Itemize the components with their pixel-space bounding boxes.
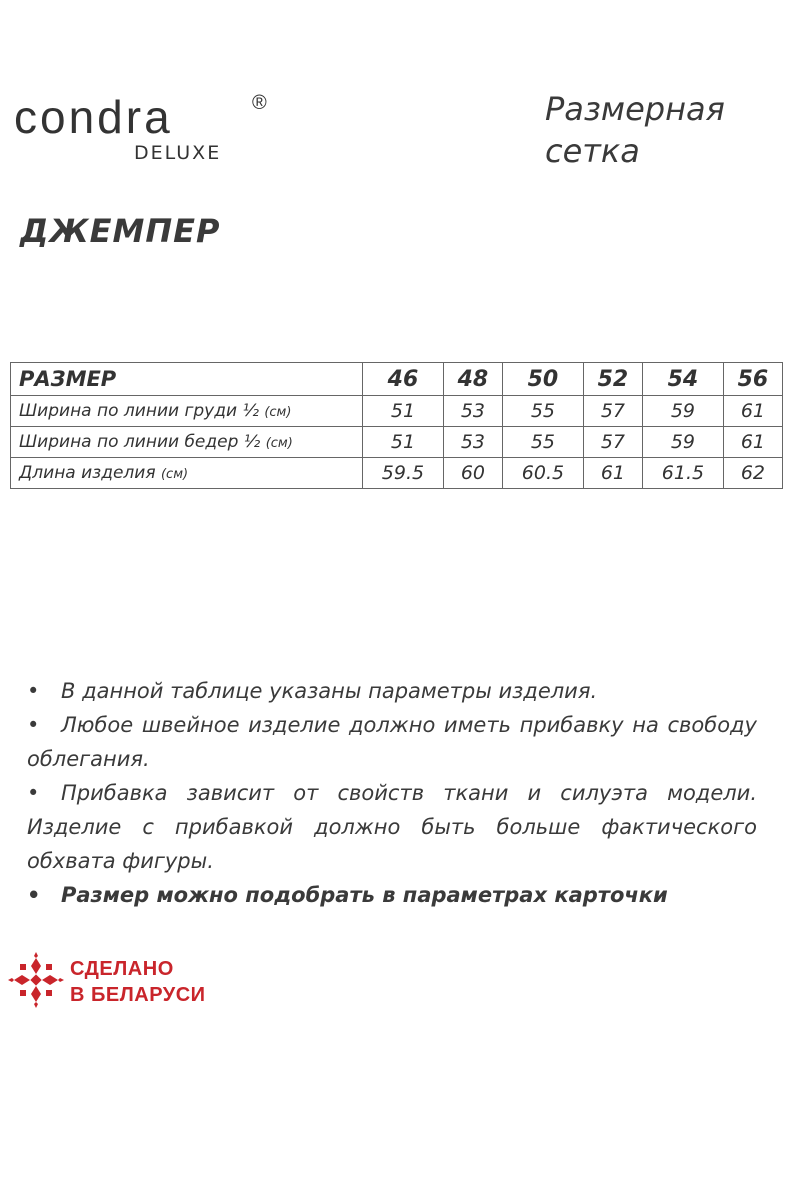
product-title: ДЖЕМПЕР	[20, 212, 221, 250]
page-heading	[545, 88, 785, 172]
table-row	[11, 427, 783, 458]
note-text: В данной таблице указаны параметры изделия.	[61, 679, 598, 703]
size-table	[10, 362, 783, 489]
list-item	[27, 878, 757, 912]
size-header-cell: 50	[502, 363, 583, 396]
size-header-cell: 56	[723, 363, 782, 396]
size-header-cell: 52	[583, 363, 642, 396]
size-header-cell: 46	[363, 363, 444, 396]
table-cell: 55	[502, 427, 583, 458]
table-cell: 61	[723, 427, 782, 458]
list-item	[27, 674, 757, 708]
table-row	[11, 458, 783, 489]
table-cell: 61.5	[642, 458, 723, 489]
row-label-text: Ширина по линии бедер ½	[19, 432, 261, 452]
table-cell: 59	[642, 396, 723, 427]
row-label	[11, 458, 363, 489]
table-cell: 53	[443, 427, 502, 458]
table-cell: 57	[583, 396, 642, 427]
notes-list	[27, 674, 757, 912]
table-cell: 57	[583, 427, 642, 458]
made-in-belarus-badge	[8, 952, 208, 1012]
note-text: Размер можно подобрать в параметрах карточки	[61, 883, 668, 907]
table-cell: 51	[363, 427, 444, 458]
size-header-label: РАЗМЕР	[11, 363, 363, 396]
bullet-icon: •	[27, 883, 41, 907]
registered-mark: ®	[252, 92, 267, 114]
note-text: Любое швейное изделие должно иметь прибавку на свободу облегания.	[27, 713, 757, 771]
page-heading-line2: сетка	[545, 132, 640, 170]
size-table-header-row	[11, 363, 783, 396]
table-cell: 53	[443, 396, 502, 427]
table-cell: 61	[723, 396, 782, 427]
table-cell: 59.5	[363, 458, 444, 489]
badge-line1: СДЕЛАНО	[70, 958, 174, 980]
list-item	[27, 776, 757, 878]
table-cell: 60	[443, 458, 502, 489]
table-cell: 55	[502, 396, 583, 427]
bullet-icon: •	[27, 713, 40, 737]
bullet-icon: •	[27, 781, 40, 805]
table-cell: 62	[723, 458, 782, 489]
note-text: Прибавка зависит от свойств ткани и силуэта модели. Изделие с прибавкой должно быть больше фактического обхвата фигуры.	[27, 781, 757, 873]
brand-name: condra	[14, 91, 173, 143]
table-row	[11, 396, 783, 427]
table-cell: 59	[642, 427, 723, 458]
list-item	[27, 708, 757, 776]
table-cell: 61	[583, 458, 642, 489]
size-header-cell: 48	[443, 363, 502, 396]
page-heading-line1: Размерная	[545, 90, 725, 128]
row-unit: (см)	[265, 436, 293, 451]
row-label-text: Длина изделия	[19, 463, 156, 483]
badge-line2: В БЕЛАРУСИ	[70, 984, 206, 1006]
row-unit: (см)	[160, 467, 189, 482]
row-label	[11, 396, 363, 427]
ornament-icon	[8, 952, 64, 1008]
brand-logo	[14, 92, 274, 172]
row-label-text: Ширина по линии груди ½	[19, 401, 259, 421]
row-label	[11, 427, 363, 458]
bullet-icon: •	[27, 679, 40, 703]
table-cell: 60.5	[502, 458, 583, 489]
badge-text	[70, 956, 206, 1008]
size-header-cell: 54	[642, 363, 723, 396]
table-cell: 51	[363, 396, 444, 427]
row-unit: (см)	[264, 405, 292, 420]
brand-subline: DELUXE	[134, 142, 222, 164]
